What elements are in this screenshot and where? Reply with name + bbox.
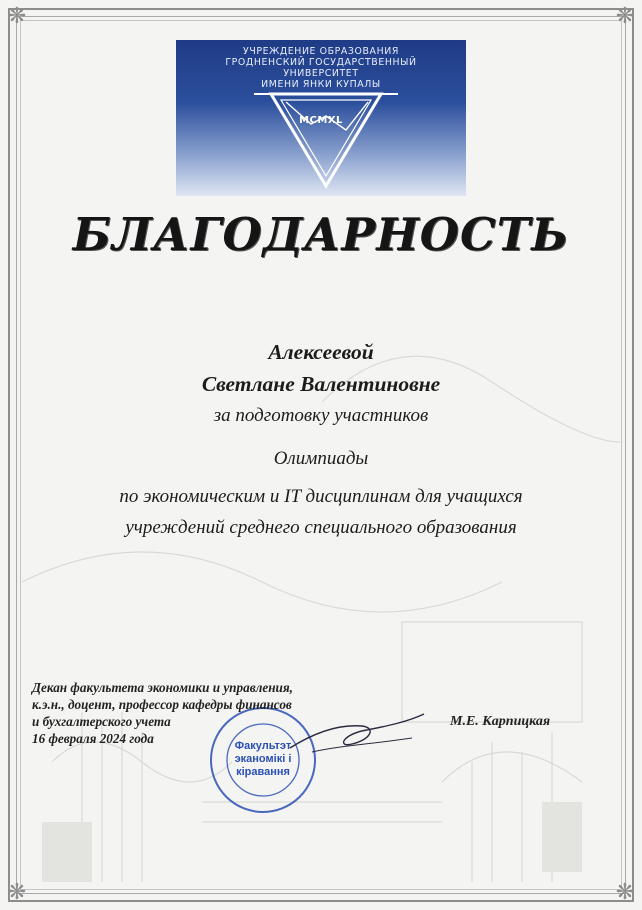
signatory-position-line-3: и бухгалтерского учета: [32, 714, 171, 729]
signatory-name: М.Е. Карпицкая: [450, 714, 551, 729]
logo-year: MCMXL: [299, 115, 343, 126]
university-logo: [176, 40, 466, 196]
logo-line-2: ГРОДНЕНСКИЙ ГОСУДАРСТВЕННЫЙ: [225, 57, 417, 68]
body-line-3: по экономическим и IT дисциплинам для учащихся: [119, 486, 523, 507]
logo-line-1: УЧРЕЖДЕНИЕ ОБРАЗОВАНИЯ: [243, 46, 399, 57]
logo-line-4: ИМЕНИ ЯНКИ КУПАЛЫ: [261, 79, 381, 90]
stamp-line-1: Факультэт: [234, 740, 292, 752]
recipient-surname: Алексеевой: [268, 340, 374, 364]
corner-ornament-icon: ❋: [615, 880, 635, 905]
body-line-2: Олимпиады: [273, 448, 369, 469]
signatory-position-line-1: Декан факультета экономики и управления,: [32, 680, 293, 695]
stamp-line-3: кіравання: [236, 766, 290, 778]
signatory-position-line-2: к.э.н., доцент, профессор кафедры финансов: [32, 697, 292, 712]
body-line-4: учреждений среднего специального образования: [125, 517, 517, 538]
corner-ornament-icon: ❋: [7, 4, 27, 29]
corner-ornament-icon: ❋: [7, 880, 27, 905]
corner-ornament-icon: ❋: [615, 4, 635, 29]
document-title: БЛАГОДАРНОСТЬ: [72, 208, 570, 261]
handwritten-signature: [282, 704, 432, 764]
signing-date: 16 февраля 2024 года: [32, 731, 154, 746]
recipient-name: Светлане Валентиновне: [201, 372, 441, 396]
logo-line-3: УНИВЕРСИТЕТ: [283, 68, 359, 79]
body-line-1: за подготовку участников: [213, 405, 429, 426]
stamp-line-2: эканомікі і: [234, 753, 292, 765]
